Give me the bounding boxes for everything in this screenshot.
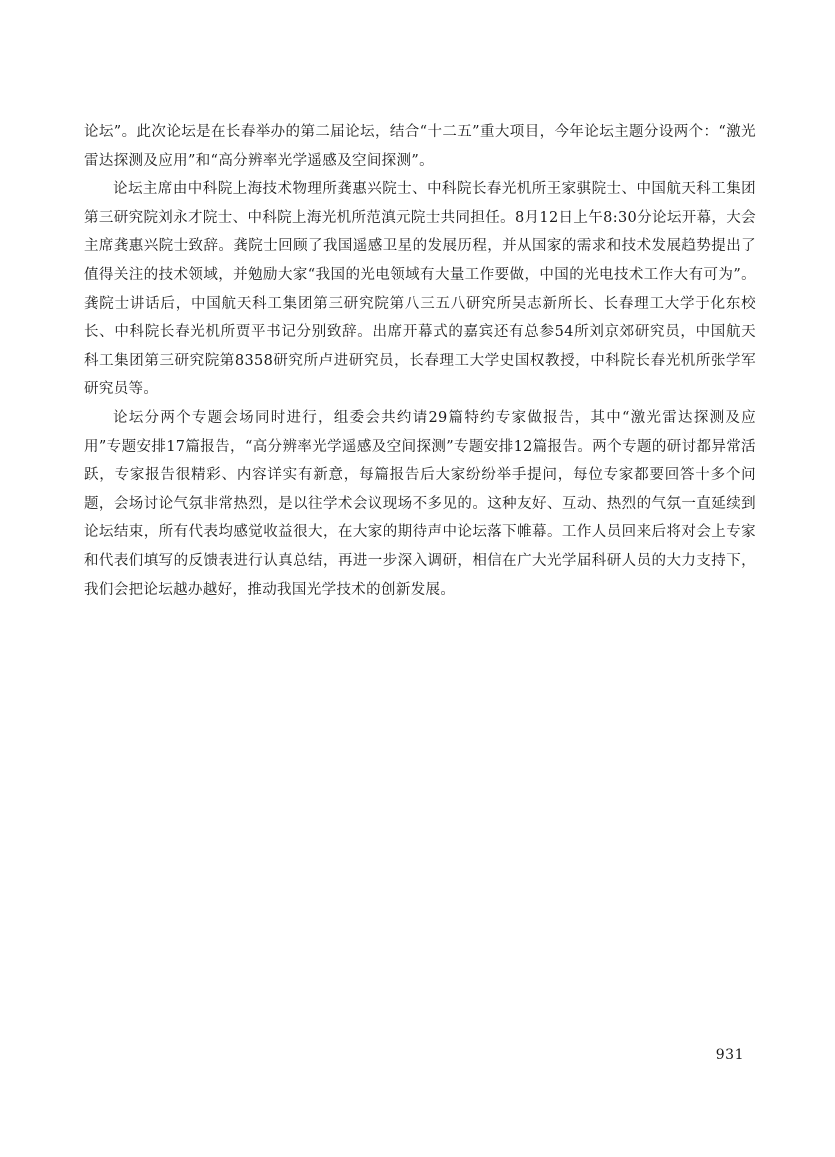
- paragraph-sessions: 论坛分两个专题会场同时进行，组委会共约请29篇特约专家做报告，其中“激光雷达探测及应用”专题安排17篇报告，“高分辨率光学遥感及空间探测”专题安排12篇报告。两个专题的研讨都异常活跃，专家报告很精彩、内容详实有新意，每篇报告后大家纷纷举手提问，每位专家都要回答十多个问题，会场讨论气氛非常热烈，是以往学术会议现场不多见的。这种友好、互动、热烈的气氛一直延续到论坛结束，所有代表均感觉收益很大，在大家的期待声中论坛落下帷幕。工作人员回来后将对会上专家和代表们填写的反馈表进行认真总结，再进一步深入调研，相信在广大光学届科研人员的大力支持下，我们会把论坛越办越好，推动我国光学技术的创新发展。: [84, 409, 756, 598]
- paragraph-continuation: 论坛”。此次论坛是在长春举办的第二届论坛，结合“十二五”重大项目，今年论坛主题分设两个：“激光雷达探测及应用”和“高分辨率光学遥感及空间探测”。: [84, 124, 756, 169]
- paragraph-opening-ceremony: 论坛主席由中科院上海技术物理所龚惠兴院士、中科院长春光机所王家骐院士、中国航天科工集团第三研究院刘永才院士、中科院上海光机所范滇元院士共同担任。8月12日上午8:30分论坛开幕，大会主席龚惠兴院士致辞。龚院士回顾了我国遥感卫星的发展历程，并从国家的需求和技术发展趋势提出了值得关注的技术领域，并勉励大家“我国的光电领域有大量工作要做，中国的光电技术工作大有可为”。龚院士讲话后，中国航天科工集团第三研究院第八三五八研究所吴志新所长、长春理工大学于化东校长、中科院长春光机所贾平书记分别致辞。出席开幕式的嘉宾还有总参54所刘京郊研究员，中国航天科工集团第三研究院第8358研究所卢进研究员，长春理工大学史国权教授，中科院长春光机所张学军研究员等。: [84, 181, 756, 398]
- page-number: 931: [715, 1047, 744, 1063]
- body-text: [84, 118, 756, 604]
